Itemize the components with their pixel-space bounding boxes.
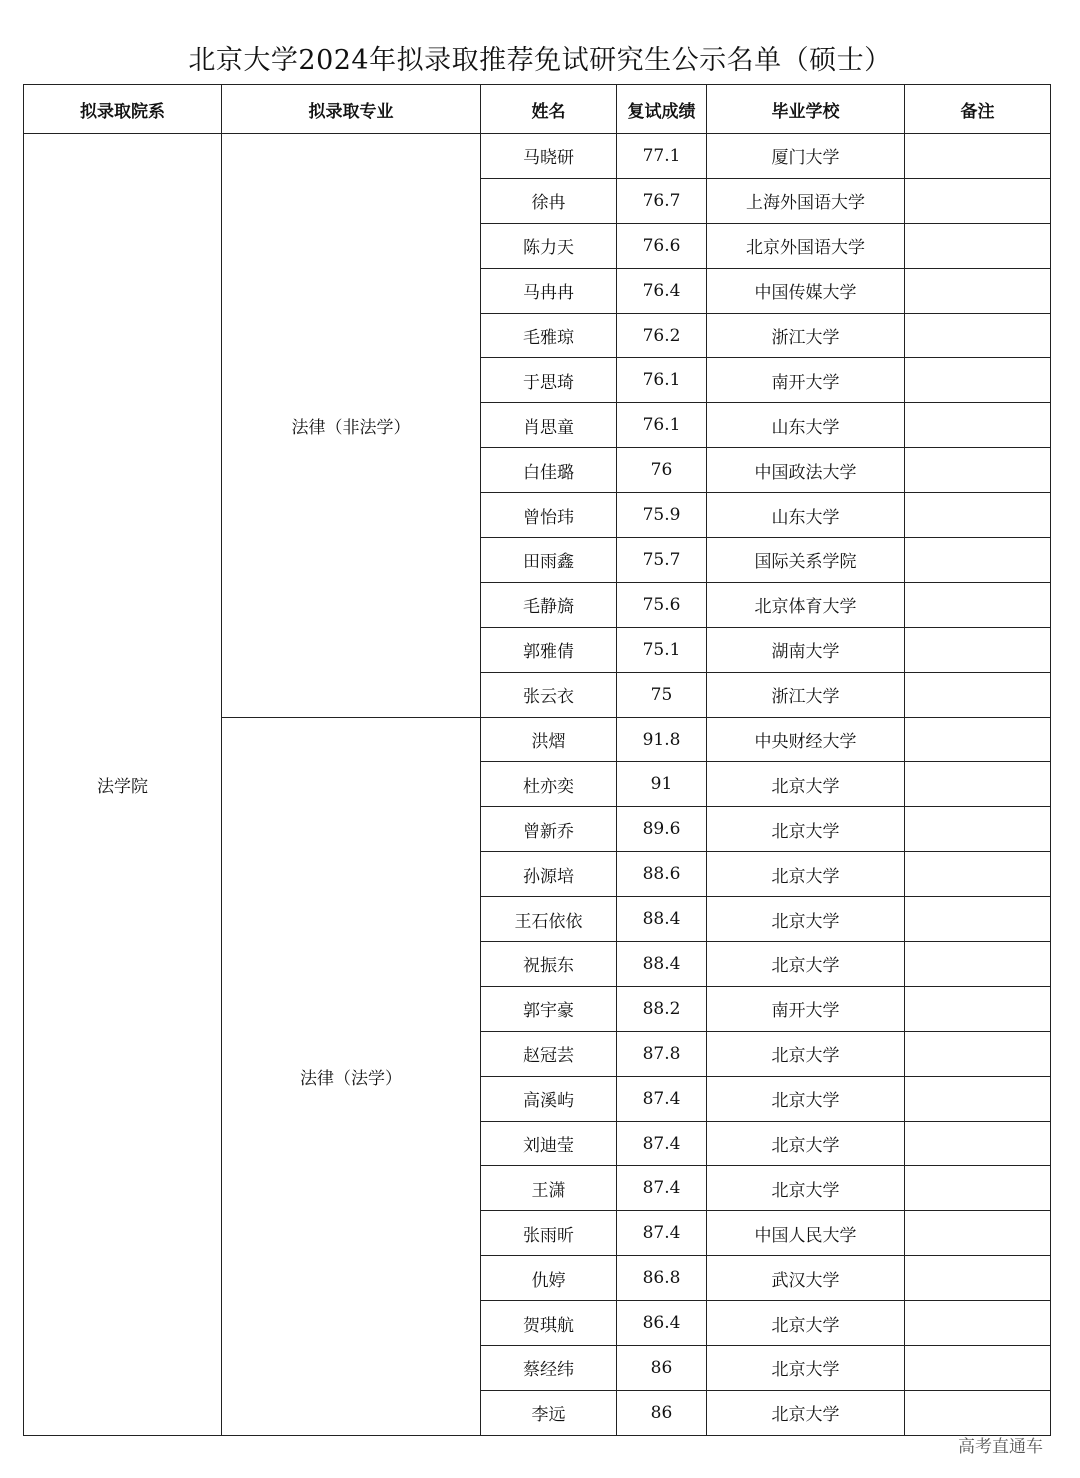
remark-cell (905, 986, 1051, 1031)
school-cell: 浙江大学 (707, 672, 905, 717)
name-cell: 曾新乔 (481, 807, 617, 852)
table-row (24, 134, 1051, 179)
table-body (24, 134, 1051, 1436)
score-cell: 89.6 (617, 807, 707, 852)
remark-cell (905, 134, 1051, 179)
remark-cell (905, 268, 1051, 313)
school-cell: 中国传媒大学 (707, 268, 905, 313)
table-header (24, 85, 1051, 134)
score-cell: 87.4 (617, 1121, 707, 1166)
remark-cell (905, 1076, 1051, 1121)
name-cell: 仇婷 (481, 1256, 617, 1301)
score-cell: 91.8 (617, 717, 707, 762)
school-cell: 北京大学 (707, 807, 905, 852)
remark-cell (905, 1256, 1051, 1301)
name-cell: 王石依依 (481, 897, 617, 942)
remark-cell (905, 1211, 1051, 1256)
name-cell: 曾怡玮 (481, 493, 617, 538)
remark-cell (905, 1121, 1051, 1166)
name-cell: 徐冉 (481, 178, 617, 223)
header-major: 拟录取专业 (222, 85, 481, 134)
remark-cell (905, 627, 1051, 672)
remark-cell (905, 762, 1051, 807)
score-cell: 88.2 (617, 986, 707, 1031)
score-cell: 75.7 (617, 538, 707, 583)
remark-cell (905, 493, 1051, 538)
name-cell: 于思琦 (481, 358, 617, 403)
remark-cell (905, 942, 1051, 987)
remark-cell (905, 807, 1051, 852)
score-cell: 87.4 (617, 1211, 707, 1256)
header-department: 拟录取院系 (24, 85, 222, 134)
score-cell: 76.7 (617, 178, 707, 223)
school-cell: 北京大学 (707, 762, 905, 807)
score-cell: 75.1 (617, 627, 707, 672)
score-cell: 86 (617, 1390, 707, 1435)
name-cell: 张雨昕 (481, 1211, 617, 1256)
score-cell: 87.4 (617, 1076, 707, 1121)
school-cell: 北京大学 (707, 1121, 905, 1166)
school-cell: 北京大学 (707, 942, 905, 987)
watermark: 高考直通车 (958, 1437, 1043, 1457)
remark-cell (905, 1390, 1051, 1435)
score-cell: 76.1 (617, 403, 707, 448)
name-cell: 祝振东 (481, 942, 617, 987)
name-cell: 陈力天 (481, 223, 617, 268)
score-cell: 86 (617, 1346, 707, 1391)
remark-cell (905, 897, 1051, 942)
header-remark: 备注 (905, 85, 1051, 134)
name-cell: 白佳璐 (481, 448, 617, 493)
school-cell: 北京大学 (707, 1076, 905, 1121)
remark-cell (905, 313, 1051, 358)
school-cell: 北京大学 (707, 1031, 905, 1076)
school-cell: 中国人民大学 (707, 1211, 905, 1256)
name-cell: 洪熠 (481, 717, 617, 762)
school-cell: 南开大学 (707, 358, 905, 403)
remark-cell (905, 1346, 1051, 1391)
remark-cell (905, 403, 1051, 448)
school-cell: 北京大学 (707, 852, 905, 897)
school-cell: 北京体育大学 (707, 582, 905, 627)
score-cell: 86.4 (617, 1301, 707, 1346)
name-cell: 王潇 (481, 1166, 617, 1211)
major-cell: 法律（法学） (222, 717, 481, 1435)
name-cell: 李远 (481, 1390, 617, 1435)
score-cell: 75.9 (617, 493, 707, 538)
school-cell: 北京外国语大学 (707, 223, 905, 268)
score-cell: 76.4 (617, 268, 707, 313)
header-name: 姓名 (481, 85, 617, 134)
remark-cell (905, 448, 1051, 493)
remark-cell (905, 672, 1051, 717)
name-cell: 郭雅倩 (481, 627, 617, 672)
remark-cell (905, 1031, 1051, 1076)
school-cell: 武汉大学 (707, 1256, 905, 1301)
remark-cell (905, 852, 1051, 897)
score-cell: 86.8 (617, 1256, 707, 1301)
admission-table (23, 84, 1051, 1436)
name-cell: 郭宇豪 (481, 986, 617, 1031)
remark-cell (905, 538, 1051, 583)
school-cell: 上海外国语大学 (707, 178, 905, 223)
remark-cell (905, 358, 1051, 403)
score-cell: 91 (617, 762, 707, 807)
name-cell: 孙源培 (481, 852, 617, 897)
score-cell: 88.4 (617, 897, 707, 942)
school-cell: 北京大学 (707, 897, 905, 942)
name-cell: 田雨鑫 (481, 538, 617, 583)
score-cell: 88.6 (617, 852, 707, 897)
score-cell: 76.6 (617, 223, 707, 268)
school-cell: 山东大学 (707, 403, 905, 448)
name-cell: 毛静旖 (481, 582, 617, 627)
score-cell: 75 (617, 672, 707, 717)
name-cell: 张云衣 (481, 672, 617, 717)
school-cell: 北京大学 (707, 1301, 905, 1346)
school-cell: 浙江大学 (707, 313, 905, 358)
school-cell: 厦门大学 (707, 134, 905, 179)
header-score: 复试成绩 (617, 85, 707, 134)
school-cell: 北京大学 (707, 1346, 905, 1391)
score-cell: 76 (617, 448, 707, 493)
remark-cell (905, 1301, 1051, 1346)
name-cell: 高溪屿 (481, 1076, 617, 1121)
name-cell: 贺琪航 (481, 1301, 617, 1346)
score-cell: 77.1 (617, 134, 707, 179)
score-cell: 87.8 (617, 1031, 707, 1076)
name-cell: 肖思童 (481, 403, 617, 448)
score-cell: 75.6 (617, 582, 707, 627)
name-cell: 毛雅琼 (481, 313, 617, 358)
name-cell: 蔡经纬 (481, 1346, 617, 1391)
school-cell: 北京大学 (707, 1390, 905, 1435)
name-cell: 杜亦奕 (481, 762, 617, 807)
page-title: 北京大学2024年拟录取推荐免试研究生公示名单（硕士） (188, 45, 892, 76)
remark-cell (905, 582, 1051, 627)
remark-cell (905, 1166, 1051, 1211)
score-cell: 88.4 (617, 942, 707, 987)
score-cell: 76.1 (617, 358, 707, 403)
score-cell: 76.2 (617, 313, 707, 358)
name-cell: 马晓研 (481, 134, 617, 179)
school-cell: 南开大学 (707, 986, 905, 1031)
header-school: 毕业学校 (707, 85, 905, 134)
name-cell: 赵冠芸 (481, 1031, 617, 1076)
school-cell: 国际关系学院 (707, 538, 905, 583)
score-cell: 87.4 (617, 1166, 707, 1211)
school-cell: 湖南大学 (707, 627, 905, 672)
department-cell: 法学院 (24, 134, 222, 1436)
school-cell: 中央财经大学 (707, 717, 905, 762)
school-cell: 中国政法大学 (707, 448, 905, 493)
remark-cell (905, 178, 1051, 223)
school-cell: 北京大学 (707, 1166, 905, 1211)
remark-cell (905, 717, 1051, 762)
name-cell: 马冉冉 (481, 268, 617, 313)
major-cell: 法律（非法学） (222, 134, 481, 718)
school-cell: 山东大学 (707, 493, 905, 538)
remark-cell (905, 223, 1051, 268)
name-cell: 刘迪莹 (481, 1121, 617, 1166)
